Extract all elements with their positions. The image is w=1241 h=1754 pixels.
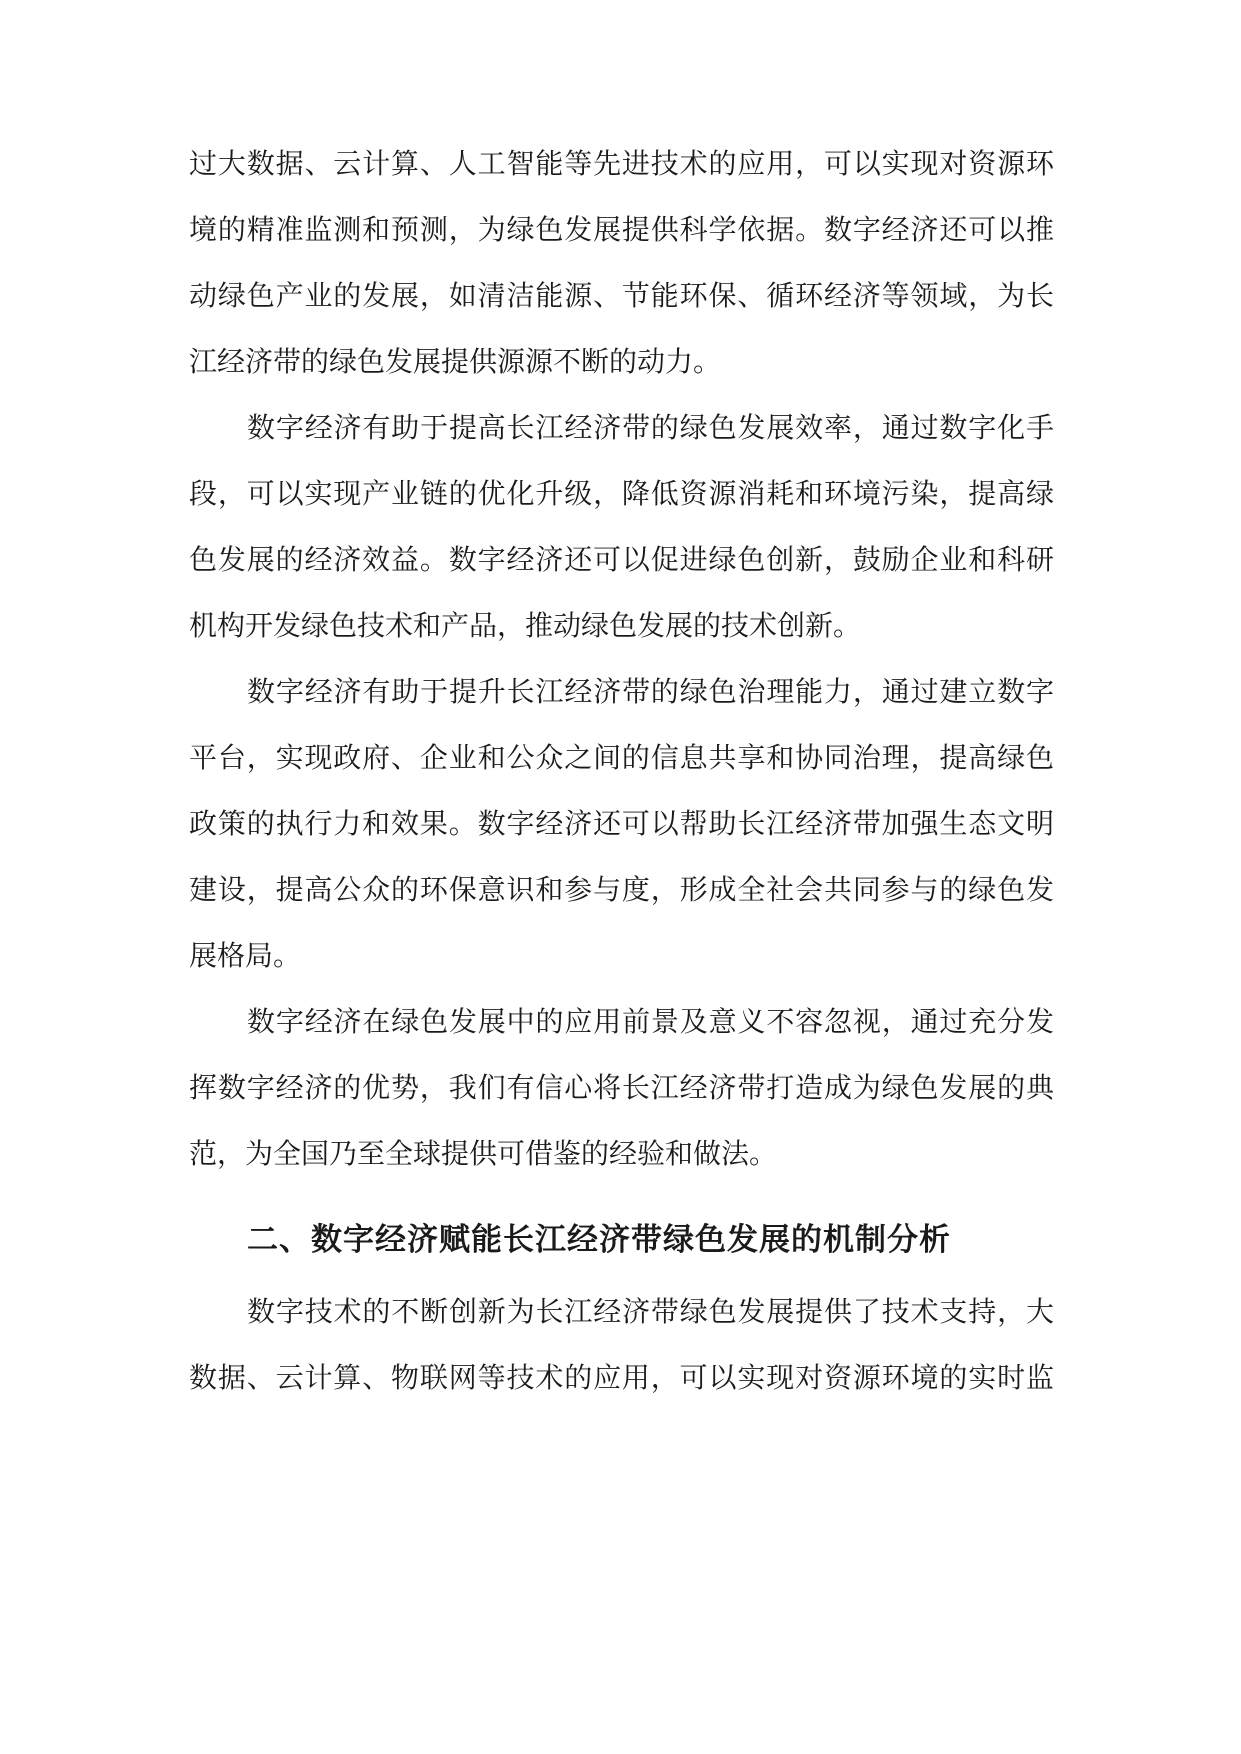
paragraph-line: 数据、云计算、物联网等技术的应用，可以实现对资源环境的实时监 (189, 1361, 1054, 1394)
paragraph-line: 数字技术的不断创新为长江经济带绿色发展提供了技术支持，大 (247, 1295, 1054, 1328)
paragraph-line: 江经济带的绿色发展提供源源不断的动力。 (189, 345, 722, 378)
paragraph-line: 机构开发绿色技术和产品，推动绿色发展的技术创新。 (189, 609, 862, 642)
paragraph-line: 色发展的经济效益。数字经济还可以促进绿色创新，鼓励企业和科研 (189, 543, 1054, 576)
paragraph-line: 动绿色产业的发展，如清洁能源、节能环保、循环经济等领域，为长 (189, 279, 1054, 312)
paragraph-line: 数字经济有助于提升长江经济带的绿色治理能力，通过建立数字 (247, 675, 1054, 708)
paragraph-line: 段，可以实现产业链的优化升级，降低资源消耗和环境污染，提高绿 (189, 477, 1054, 510)
paragraph-line: 政策的执行力和效果。数字经济还可以帮助长江经济带加强生态文明 (189, 807, 1054, 840)
paragraph-line: 过大数据、云计算、人工智能等先进技术的应用，可以实现对资源环 (189, 147, 1054, 180)
paragraph-line: 范，为全国乃至全球提供可借鉴的经验和做法。 (189, 1137, 778, 1170)
paragraph-line: 境的精准监测和预测，为绿色发展提供科学依据。数字经济还可以推 (189, 213, 1054, 246)
section-heading: 二、数字经济赋能长江经济带绿色发展的机制分析 (247, 1222, 951, 1258)
paragraph-line: 数字经济在绿色发展中的应用前景及意义不容忽视，通过充分发 (247, 1005, 1054, 1038)
paragraph-line: 建设，提高公众的环保意识和参与度，形成全社会共同参与的绿色发 (189, 873, 1054, 906)
paragraph-line: 平台，实现政府、企业和公众之间的信息共享和协同治理，提高绿色 (189, 741, 1054, 774)
paragraph-line: 数字经济有助于提高长江经济带的绿色发展效率，通过数字化手 (247, 411, 1054, 444)
paragraph-line: 展格局。 (189, 939, 302, 972)
paragraph-line: 挥数字经济的优势，我们有信心将长江经济带打造成为绿色发展的典 (189, 1071, 1054, 1104)
